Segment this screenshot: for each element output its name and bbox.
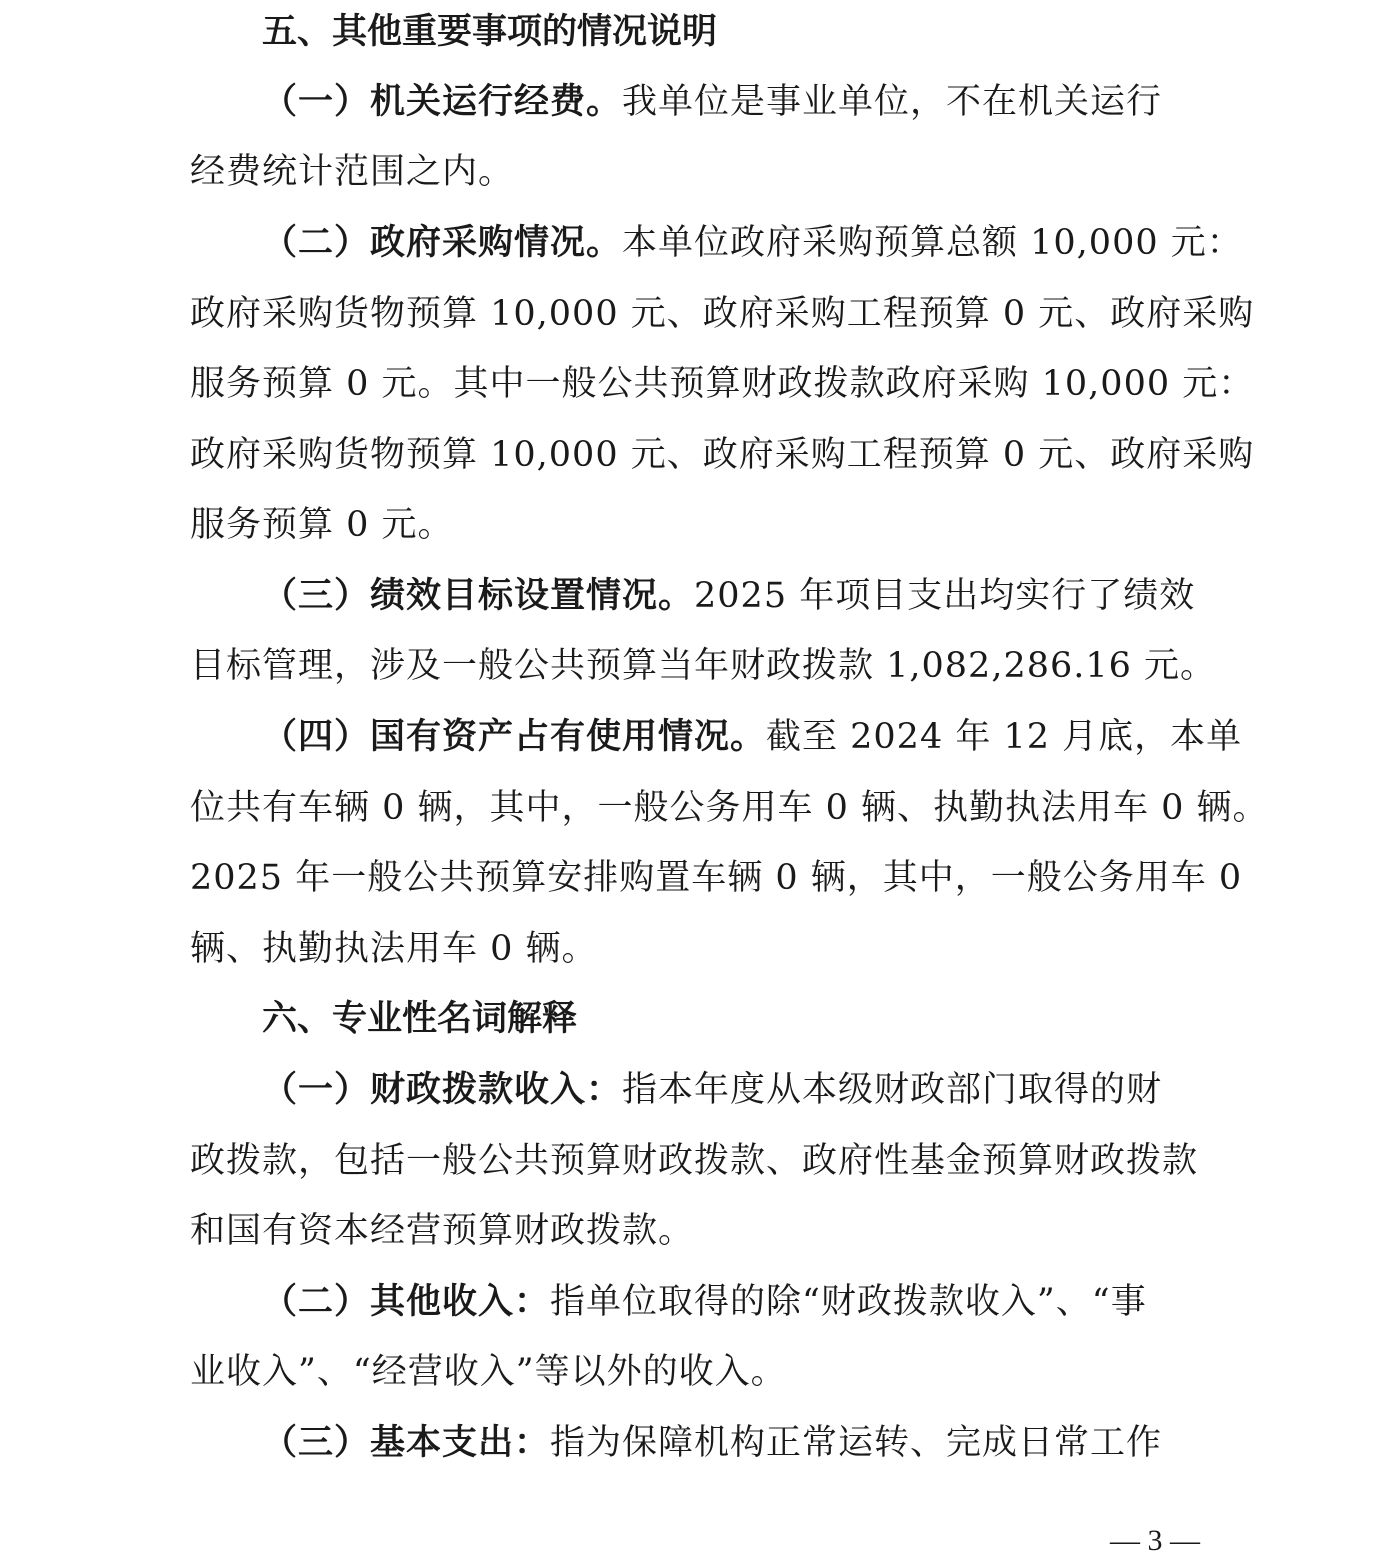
item-text: 2025 年项目支出均实行了绩效 (694, 576, 1196, 616)
paragraph-line: 政府采购货物预算 10,000 元、政府采购工程预算 0 元、政府采购 (190, 294, 1255, 334)
item-lead: （一）财政拨款收入： (262, 1070, 623, 1110)
paragraph-line: 服务预算 0 元。其中一般公共预算财政拨款政府采购 10,000 元： (190, 364, 1255, 404)
paragraph-line (262, 1068, 1322, 1112)
section-heading-6: 六、专业性名词解释 (262, 999, 578, 1039)
item-text: 指为保障机构正常运转、完成日常工作 (550, 1423, 1163, 1463)
item-lead: （二）其他收入： (262, 1282, 551, 1322)
paragraph-line (262, 715, 1322, 759)
item-lead: （四）国有资产占有使用情况。 (262, 717, 767, 757)
paragraph-line: 目标管理，涉及一般公共预算当年财政拨款 1,082,286.16 元。 (190, 646, 1217, 686)
paragraph-line: 位共有车辆 0 辆，其中，一般公务用车 0 辆、执勤执法用车 0 辆。 (190, 788, 1269, 828)
paragraph-line: 业收入”、“经营收入”等以外的收入。 (190, 1352, 787, 1392)
item-lead: （一）机关运行经费。 (262, 82, 623, 122)
item-lead: （二）政府采购情况。 (262, 223, 623, 263)
paragraph-line (262, 574, 1322, 618)
item-text: 截至 2024 年 12 月底，本单 (766, 717, 1243, 757)
paragraph-line: 政拨款，包括一般公共预算财政拨款、政府性基金预算财政拨款 (190, 1141, 1199, 1181)
paragraph-line: 辆、执勤执法用车 0 辆。 (190, 929, 598, 969)
paragraph-line (262, 1280, 1322, 1324)
paragraph-line (262, 221, 1322, 265)
paragraph-line (262, 1421, 1322, 1465)
page-number: — 3 — (1110, 1524, 1200, 1557)
section-heading-5: 五、其他重要事项的情况说明 (262, 12, 718, 52)
paragraph-line: 经费统计范围之内。 (190, 152, 515, 192)
paragraph-line: 政府采购货物预算 10,000 元、政府采购工程预算 0 元、政府采购 (190, 435, 1255, 475)
paragraph-line: 和国有资本经营预算财政拨款。 (190, 1211, 695, 1251)
paragraph-line: 服务预算 0 元。 (190, 505, 454, 545)
paragraph-line (262, 80, 1322, 124)
item-text: 指单位取得的除“财政拨款收入”、“事 (550, 1282, 1147, 1322)
item-lead: （三）基本支出： (262, 1423, 551, 1463)
item-text: 本单位政府采购预算总额 10,000 元： (622, 223, 1243, 263)
paragraph-line: 2025 年一般公共预算安排购置车辆 0 辆，其中，一般公务用车 0 (190, 858, 1243, 898)
item-text: 我单位是事业单位，不在机关运行 (622, 82, 1163, 122)
item-lead: （三）绩效目标设置情况。 (262, 576, 695, 616)
item-text: 指本年度从本级财政部门取得的财 (622, 1070, 1163, 1110)
